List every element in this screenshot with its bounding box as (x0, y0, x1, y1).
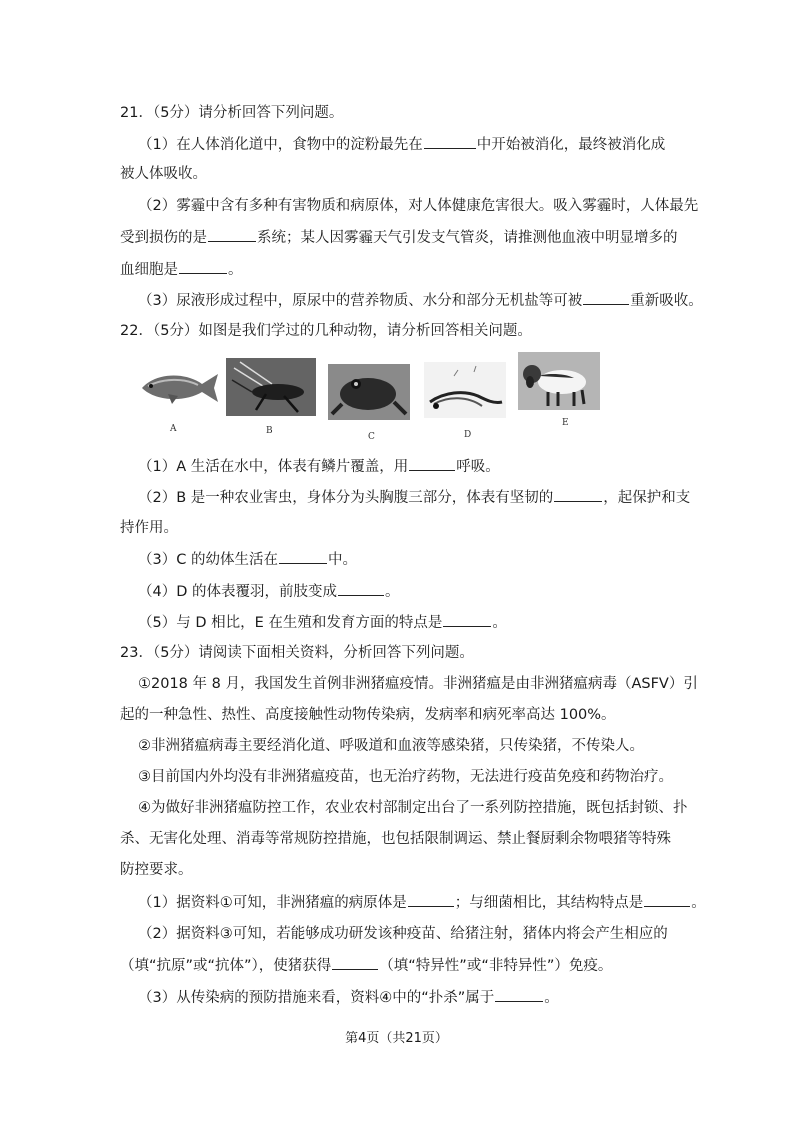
bird-image (424, 362, 506, 418)
fish-image (138, 366, 220, 408)
q22-part3: （3）C 的幼体生活在 中。 (138, 549, 357, 570)
q23-material1-cont: 起的一种急性、热性、高度接触性动物传染病，发病率和病死率高达 100%。 (120, 707, 616, 723)
q21-part1-cont: 被人体吸收。 (120, 166, 207, 182)
q21-part3: （3）尿液形成过程中，原尿中的营养物质、水分和部分无机盐等可被 重新吸收。 (138, 290, 703, 311)
q21-title: 21．（5分）请分析回答下列问题。 (120, 105, 344, 121)
q23-material4-end: 防控要求。 (120, 862, 193, 878)
q21-part2-cont: 受到损伤的是 系统；某人因雾霾天气引发支气管炎，请推测他血液中明显增多的 (120, 227, 678, 248)
answer-blank[interactable] (583, 290, 629, 305)
answer-blank[interactable] (179, 259, 227, 274)
label-c: C (368, 432, 375, 442)
label-a: A (170, 424, 177, 434)
answer-blank[interactable] (644, 892, 690, 907)
q23-part2: （2）据资料③可知，若能够成功研发该种疫苗、给猪注射，猪体内将会产生相应的 (138, 926, 668, 942)
answer-blank[interactable] (554, 487, 602, 502)
label-b: B (266, 426, 273, 436)
q22-part4: （4）D 的体表覆羽，前肢变成 。 (138, 581, 400, 602)
q21-part1: （1）在人体消化道中，食物中的淀粉最先在 中开始被消化，最终被消化成 (138, 134, 665, 155)
label-d: D (464, 430, 472, 440)
q23-part2-cont: （填“抗原”或“抗体”），使猪获得 （填“特异性”或“非特异性”）免疫。 (120, 955, 612, 976)
answer-blank[interactable] (409, 456, 455, 471)
q23-material2: ②非洲猪瘟病毒主要经消化道、呼吸道和血液等感染猪，只传染猪，不传染人。 (138, 738, 644, 754)
answer-blank[interactable] (408, 892, 454, 907)
q23-part1: （1）据资料①可知，非洲猪瘟的病原体是 ；与细菌相比，其结构特点是 。 (138, 892, 706, 913)
answer-blank[interactable] (208, 227, 256, 242)
q21-part2: （2）雾霾中含有多种有害物质和病原体，对人体健康危害很大。吸入雾霾时，人体最先 (138, 198, 699, 214)
q22-part2: （2）B 是一种农业害虫，身体分为头胸腹三部分，体表有坚韧的 ，起保护和支 (138, 487, 690, 508)
page-footer: 第4页（共21页） (345, 1031, 448, 1046)
q23-title: 23．（5分）请阅读下面相关资料，分析回答下列问题。 (120, 645, 474, 661)
answer-blank[interactable] (443, 612, 491, 627)
answer-blank[interactable] (495, 987, 543, 1002)
q22-part2-cont: 持作用。 (120, 520, 178, 536)
grasshopper-image (226, 358, 316, 416)
animal-figure (138, 352, 608, 444)
q23-material1: ①2018 年 8 月，我国发生首例非洲猪瘟疫情。非洲猪瘟是由非洲猪瘟病毒（ASFV）引 (138, 676, 698, 692)
q23-part3: （3）从传染病的预防措施来看，资料④中的“扑杀”属于 。 (138, 987, 559, 1008)
q23-material4: ④为做好非洲猪瘟防控工作，农业农村部制定出台了一系列防控措施，既包括封锁、扑 (138, 800, 688, 816)
dog-image (518, 352, 600, 410)
answer-blank[interactable] (279, 549, 327, 564)
q21-part2-end: 血细胞是 。 (120, 259, 243, 280)
label-e: E (562, 418, 569, 428)
frog-image (328, 364, 410, 420)
q22-part5: （5）与 D 相比，E 在生殖和发育方面的特点是 。 (138, 612, 507, 633)
answer-blank[interactable] (338, 581, 384, 596)
q22-part1: （1）A 生活在水中，体表有鳞片覆盖，用 呼吸。 (138, 456, 500, 477)
answer-blank[interactable] (332, 955, 378, 970)
answer-blank[interactable] (424, 134, 476, 149)
q22-title: 22．（5分）如图是我们学过的几种动物，请分析回答相关问题。 (120, 323, 532, 339)
q23-material3: ③目前国内外均没有非洲猪瘟疫苗，也无治疗药物，无法进行疫苗免疫和药物治疗。 (138, 769, 673, 785)
q23-material4-cont: 杀、无害化处理、消毒等常规防控措施，也包括限制调运、禁止餐厨剩余物喂猪等特殊 (120, 831, 671, 847)
